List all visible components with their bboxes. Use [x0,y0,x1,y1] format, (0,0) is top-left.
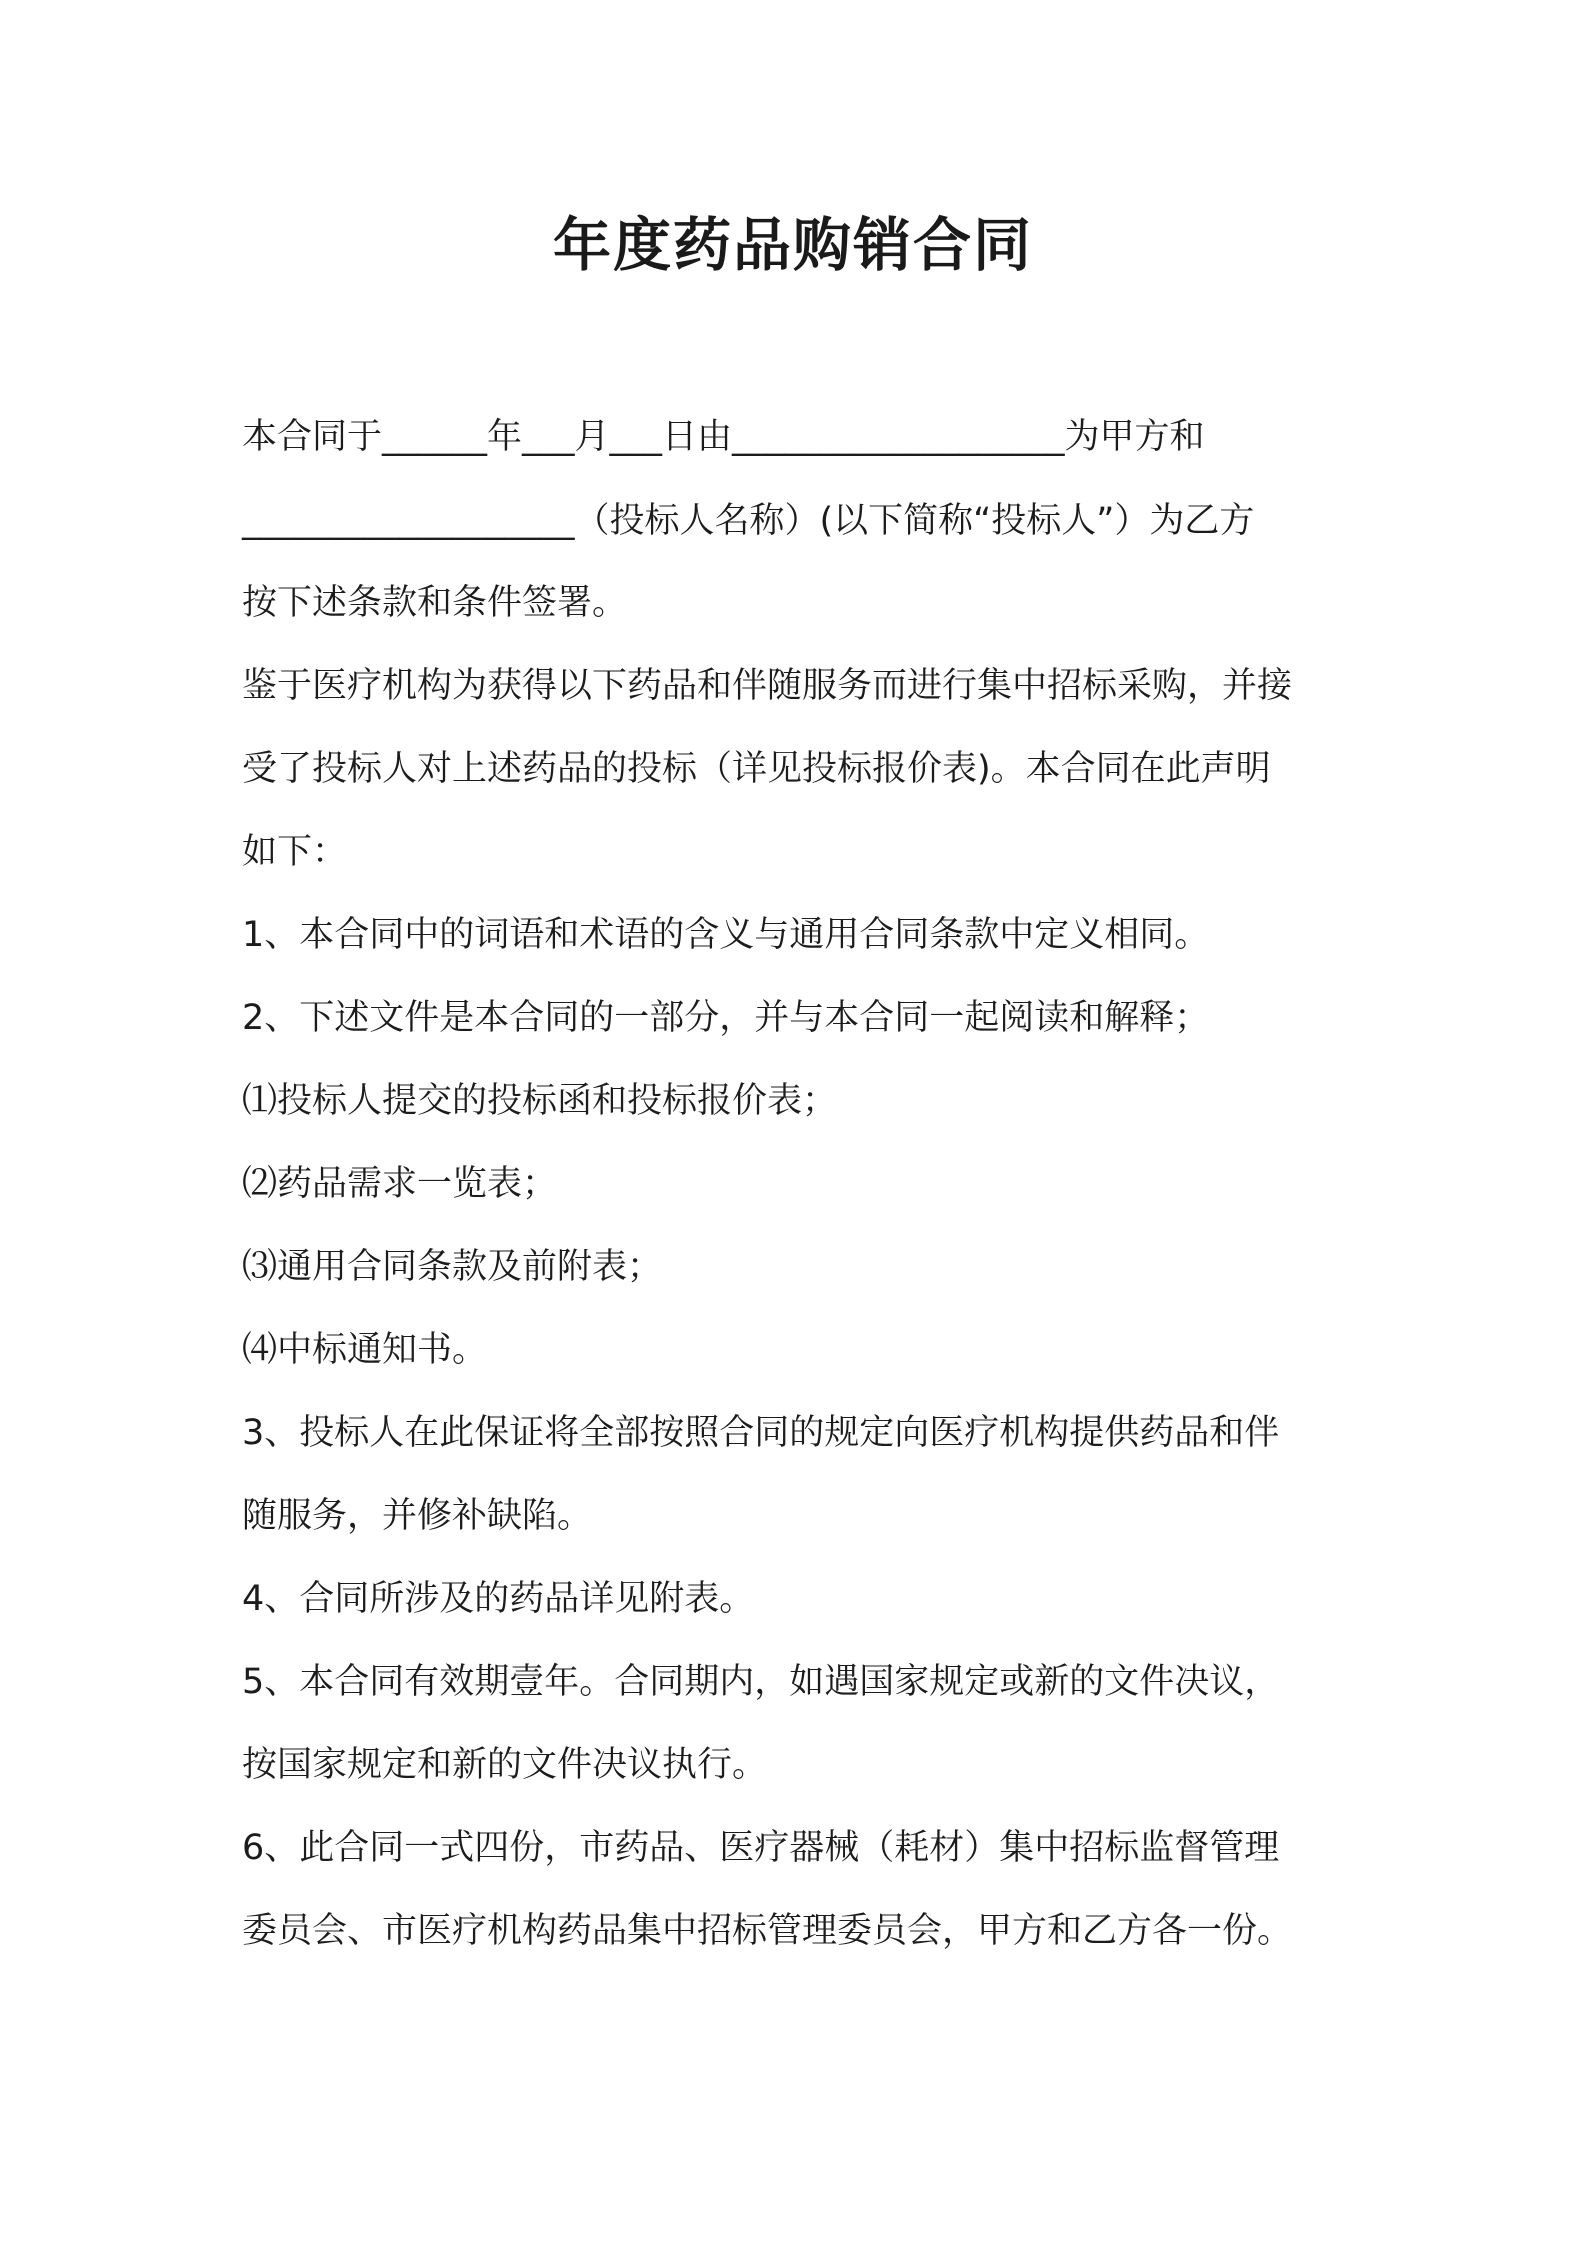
clause-2-item-2: ⑵药品需求一览表； [242,1164,558,1204]
clause-6-line-1: 6、此合同一式四份，市药品、医疗器械（耗材）集中招标监督管理 [242,1828,1280,1868]
clause-2: 2、下述文件是本合同的一部分，并与本合同一起阅读和解释； [242,998,1210,1038]
clause-3-line-2: 随服务，并修补缺陷。 [242,1496,593,1536]
clause-1: 1、本合同中的词语和术语的含义与通用合同条款中定义相同。 [242,915,1210,955]
clause-6-line-2: 委员会、市医疗机构药品集中招标管理委员会，甲方和乙方各一份。 [242,1911,1293,1951]
clause-2-item-4: ⑷中标通知书。 [242,1330,488,1370]
contract-intro-line-2: ___________________（投标人名称）(以下简称“投标人”）为乙方 [242,501,1255,541]
whereas-line-1: 鉴于医疗机构为获得以下药品和伴随服务而进行集中招标采购，并接 [242,666,1293,706]
whereas-line-3: 如下： [242,832,348,872]
clause-3-line-1: 3、投标人在此保证将全部按照合同的规定向医疗机构提供药品和伴 [242,1413,1280,1453]
document-title: 年度药品购销合同 [552,211,1033,279]
whereas-line-2: 受了投标人对上述药品的投标（详见投标报价表)。本合同在此声明 [242,749,1271,789]
contract-intro-line-3: 按下述条款和条件签署。 [242,583,628,623]
clause-2-item-1: ⑴投标人提交的投标函和投标报价表； [242,1081,838,1121]
clause-4: 4、合同所涉及的药品详见附表。 [242,1579,755,1619]
clause-5-line-2: 按国家规定和新的文件决议执行。 [242,1745,768,1785]
clause-5-line-1: 5、本合同有效期壹年。合同期内，如遇国家规定或新的文件决议， [242,1662,1280,1702]
clause-2-item-3: ⑶通用合同条款及前附表； [242,1247,663,1287]
contract-intro-line-1: 本合同于______年___月___日由___________________为甲方和 [242,417,1205,457]
